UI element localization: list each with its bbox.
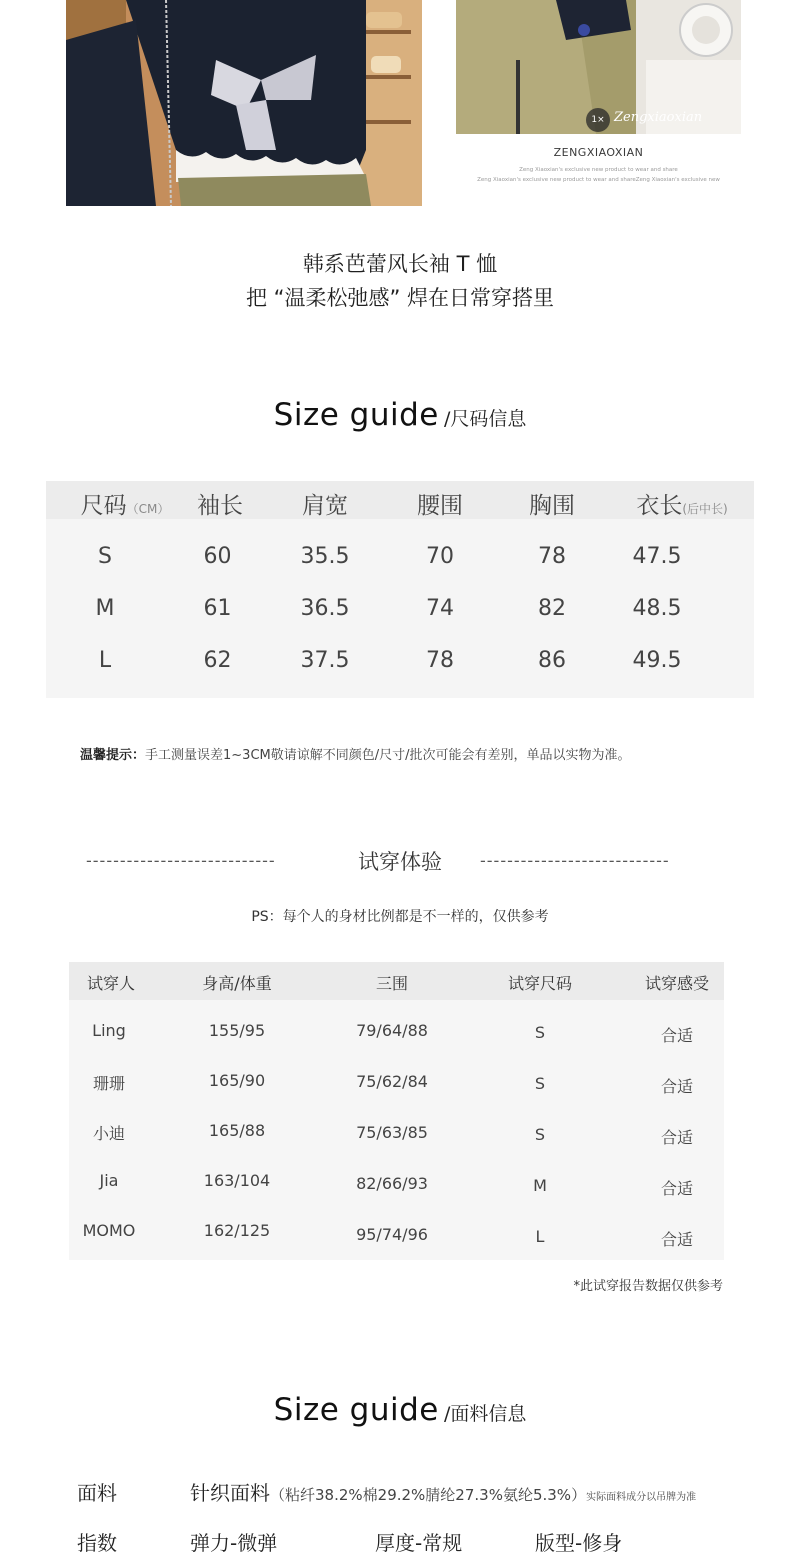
table-cell: 86 (538, 648, 566, 673)
divider-left: ---------------------------- (86, 851, 276, 870)
fabric-note: 实际面料成分以吊牌为准 (586, 1492, 697, 1503)
table-cell: 61 (203, 596, 232, 621)
table-cell: 35.5 (300, 544, 350, 569)
measurement-tip (80, 744, 631, 763)
fabric-info (190, 1477, 696, 1506)
trial-col-height-weight: 身高/体重 (202, 974, 272, 993)
size-col-size: 尺码（CM） (80, 493, 170, 519)
table-row-size: M (95, 596, 115, 621)
table-cell: S (534, 1074, 546, 1093)
headline-line-1: 韩系芭蕾风长袖 T 恤 (302, 252, 498, 276)
index-label: 指数 (77, 1531, 117, 1555)
table-cell: 49.5 (632, 648, 682, 673)
product-photo-model (66, 0, 422, 206)
trial-title: 试穿体验 (358, 850, 442, 874)
trial-col-person: 试穿人 (86, 974, 135, 993)
size-guide-title (0, 397, 800, 433)
table-cell: 小迪 (92, 1124, 125, 1143)
table-cell: S (534, 1125, 546, 1144)
size-col-shoulder: 肩宽 (302, 493, 348, 519)
table-cell: 79/64/88 (356, 1021, 428, 1040)
trial-note: *此试穿报告数据仅供参考 (573, 1279, 723, 1294)
table-cell: 60 (203, 544, 232, 569)
table-cell: L (535, 1227, 545, 1246)
table-row-size: S (98, 544, 112, 569)
table-cell: S (534, 1023, 546, 1042)
table-cell: 163/104 (203, 1171, 271, 1190)
fabric-guide-subheading: /面料信息 (443, 1403, 527, 1425)
headline-line-2: 把 “温柔松弛感” 焊在日常穿搭里 (245, 286, 555, 310)
brand-name: ZENGXIAOXIAN (553, 146, 644, 159)
table-cell: 36.5 (300, 596, 350, 621)
tip-label: 温馨提示： (80, 748, 146, 763)
model-illustration (66, 0, 422, 206)
thickness-value: 厚度-常规 (375, 1531, 463, 1555)
table-cell: 155/95 (208, 1021, 266, 1040)
table-cell: 合适 (660, 1077, 693, 1096)
fabric-guide-heading: Size guide (273, 1392, 439, 1428)
trial-table (69, 962, 724, 1260)
table-cell: 78 (538, 544, 566, 569)
table-row-size: L (98, 648, 112, 673)
table-cell: 75/63/85 (356, 1123, 428, 1142)
table-cell: 48.5 (632, 596, 682, 621)
fabric-label: 面料 (77, 1481, 117, 1505)
trial-col-measurements: 三围 (375, 974, 408, 993)
table-cell: Jia (99, 1171, 119, 1190)
table-cell: 78 (426, 648, 454, 673)
table-cell: 合适 (660, 1026, 693, 1045)
table-cell: Ling (92, 1021, 126, 1040)
zoom-badge: 1× (586, 108, 610, 132)
table-cell: 162/125 (203, 1221, 271, 1240)
table-cell: 95/74/96 (356, 1225, 428, 1244)
brand-logo: Zengxiaoxian (614, 110, 703, 125)
size-col-length: 衣长(后中长) (636, 493, 728, 519)
size-col-waist: 腰围 (417, 493, 463, 519)
table-cell: 37.5 (300, 648, 350, 673)
fabric-value: 针织面料 (190, 1481, 270, 1505)
table-cell: 62 (203, 648, 232, 673)
brand-tagline-2: Zeng Xiaoxian's exclusive new product to wear and shareZeng Xiaoxian's exclusive new (477, 177, 720, 183)
size-guide-heading: Size guide (273, 397, 439, 433)
size-guide-subheading: /尺码信息 (443, 408, 527, 430)
table-cell: 合适 (660, 1128, 693, 1147)
tip-text: 手工测量误差1~3CM敬请谅解不同颜色/尺寸/批次可能会有差别，单品以实物为准。 (145, 748, 631, 763)
product-photo-detail (456, 0, 741, 134)
fabric-composition: （粘纤38.2%棉29.2%腈纶27.3%氨纶5.3%） (270, 1486, 587, 1504)
table-cell: 165/88 (208, 1121, 266, 1140)
table-cell: 合适 (660, 1230, 693, 1249)
table-cell: 珊珊 (92, 1074, 125, 1093)
table-cell: 合适 (660, 1179, 693, 1198)
table-cell: 74 (426, 596, 454, 621)
trial-col-feeling: 试穿感受 (644, 974, 709, 993)
table-cell: 82 (538, 596, 566, 621)
table-cell: M (533, 1176, 547, 1195)
trial-ps: PS：每个人的身材比例都是不一样的，仅供参考 (251, 909, 549, 925)
divider-right: ---------------------------- (480, 851, 670, 870)
table-cell: 82/66/93 (356, 1174, 428, 1193)
table-cell: MOMO (82, 1221, 136, 1240)
fit-value: 版型-修身 (535, 1531, 623, 1555)
trial-col-size: 试穿尺码 (507, 974, 572, 993)
table-cell: 47.5 (632, 544, 682, 569)
size-col-chest: 胸围 (529, 493, 575, 519)
brand-tagline-1: Zeng Xiaoxian's exclusive new product to wear and share (519, 167, 678, 173)
table-cell: 75/62/84 (356, 1072, 428, 1091)
fabric-guide-title (0, 1392, 800, 1428)
table-cell: 165/90 (208, 1071, 266, 1090)
size-col-sleeve: 袖长 (197, 493, 243, 519)
elasticity-value: 弹力-微弹 (190, 1531, 278, 1555)
table-cell: 70 (426, 544, 454, 569)
